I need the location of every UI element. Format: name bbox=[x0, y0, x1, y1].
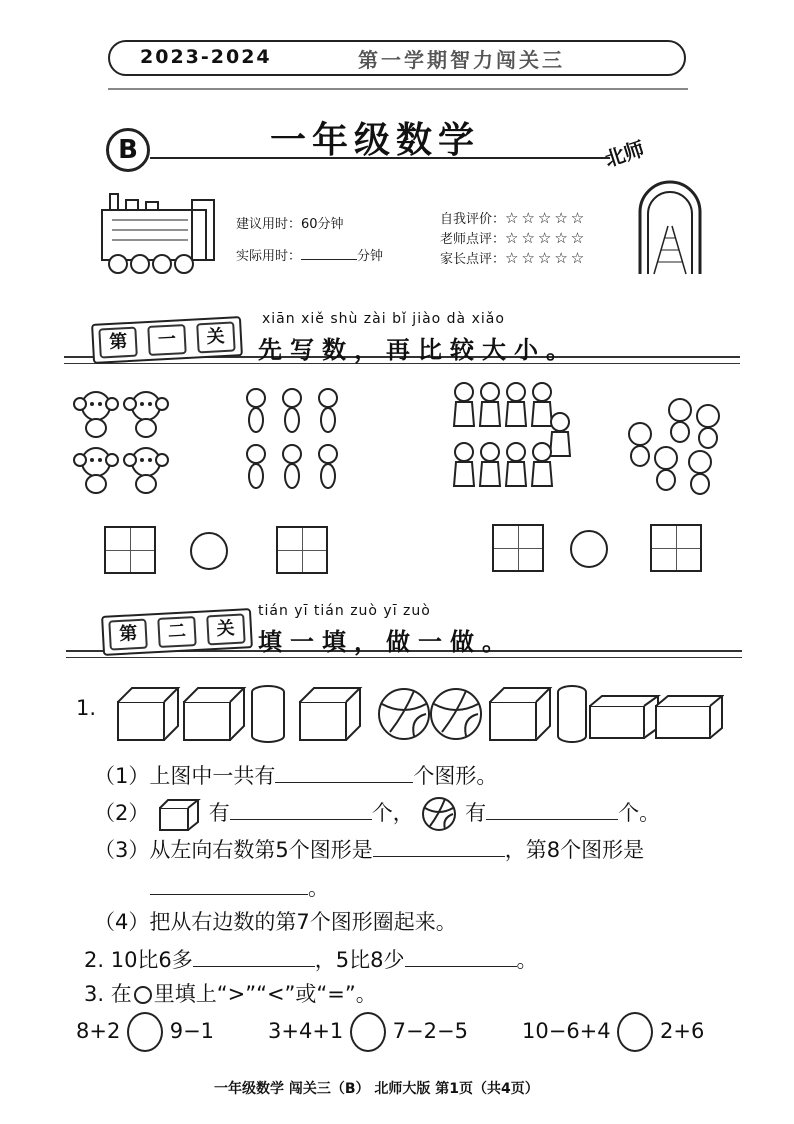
teacher-eval bbox=[440, 228, 587, 247]
actual-time-blank[interactable] bbox=[301, 248, 357, 260]
cylinder-shape bbox=[558, 686, 586, 742]
ball-shape bbox=[431, 689, 481, 739]
section1-heading: 先写数，再比较大小。 bbox=[258, 336, 578, 364]
answer-box[interactable] bbox=[492, 524, 544, 572]
cube-icon bbox=[156, 796, 202, 832]
q1-3-end: 。 bbox=[308, 876, 329, 900]
train-icon bbox=[96, 186, 220, 276]
divider bbox=[108, 88, 688, 90]
suggested-time: 建议用时：60分钟 bbox=[236, 217, 344, 232]
stage2-badge bbox=[101, 608, 253, 656]
expr-right: 2+6 bbox=[660, 1019, 705, 1043]
q1-2-unit: 个， bbox=[371, 801, 414, 825]
expr-left: 8+2 bbox=[76, 1019, 121, 1043]
circle-symbol bbox=[134, 986, 152, 1004]
q3 bbox=[84, 978, 377, 1008]
answer-box[interactable] bbox=[650, 524, 702, 572]
compare-circle[interactable] bbox=[190, 532, 228, 570]
answer-line[interactable] bbox=[486, 802, 618, 820]
cuboid-shape bbox=[590, 696, 658, 738]
answer-line[interactable] bbox=[150, 877, 308, 895]
q1-2-unit2: 个。 bbox=[618, 801, 661, 825]
star-icon[interactable]: ☆☆☆☆☆ bbox=[505, 229, 588, 247]
q1-3-text2: ，第8个图形是 bbox=[504, 838, 645, 862]
ants-group-image bbox=[240, 384, 346, 502]
cuboid-shape bbox=[656, 696, 722, 738]
cylinder-shape bbox=[252, 686, 284, 742]
cube-shape bbox=[300, 688, 360, 740]
expr-right: 9−1 bbox=[169, 1019, 215, 1043]
answer-line[interactable] bbox=[193, 949, 315, 967]
ball-shape bbox=[379, 689, 429, 739]
answer-line[interactable] bbox=[230, 802, 372, 820]
ball-icon bbox=[420, 796, 458, 832]
cube-shape bbox=[184, 688, 244, 740]
section2-heading: 填一填，做一做。 bbox=[258, 628, 514, 656]
tunnel-icon bbox=[636, 176, 704, 276]
q2 bbox=[84, 944, 538, 974]
expr-left: 3+4+1 bbox=[268, 1019, 344, 1043]
version-badge: B bbox=[106, 128, 150, 172]
exam-subtitle: 第一学期智力闯关三 bbox=[358, 48, 565, 72]
q3-text2: 里填上“>”“<”或“=”。 bbox=[153, 982, 377, 1006]
q1-1 bbox=[94, 760, 497, 790]
q1-2-text: （2） bbox=[94, 801, 150, 825]
star-icon[interactable]: ☆☆☆☆☆ bbox=[505, 249, 588, 267]
compare-circle[interactable] bbox=[617, 1012, 653, 1052]
shapes-row bbox=[114, 684, 724, 744]
parent-eval bbox=[440, 248, 587, 267]
parent-eval-label: 家长点评： bbox=[440, 252, 506, 267]
q3-expr3 bbox=[522, 1012, 704, 1052]
edition-label: 北师 bbox=[601, 136, 648, 172]
q1-3-cont bbox=[150, 872, 329, 902]
stage-char: 关 bbox=[196, 321, 236, 353]
self-eval-label: 自我评价： bbox=[440, 212, 506, 227]
expr-left: 10−6+4 bbox=[522, 1019, 611, 1043]
girls-group-image bbox=[450, 380, 574, 504]
actual-time-label: 实际用时： bbox=[236, 249, 302, 264]
star-icon[interactable]: ☆☆☆☆☆ bbox=[505, 209, 588, 227]
q1-3 bbox=[94, 834, 644, 864]
stage-char: 第 bbox=[99, 327, 139, 359]
expr-right: 7−2−5 bbox=[392, 1019, 468, 1043]
cube-shape bbox=[490, 688, 550, 740]
stage1-badge bbox=[91, 316, 243, 364]
compare-circle[interactable] bbox=[350, 1012, 386, 1052]
q3-text: 3. 在 bbox=[84, 982, 132, 1006]
school-year: 2023-2024 bbox=[140, 46, 272, 68]
q3-expr1 bbox=[76, 1012, 214, 1052]
q2-text: 2. 10比6多 bbox=[84, 948, 193, 972]
actual-time-unit: 分钟 bbox=[357, 249, 384, 264]
q1-2 bbox=[94, 796, 660, 832]
self-eval bbox=[440, 208, 587, 227]
page-footer: 一年级数学 闯关三（B） 北师大版 第1页（共4页） bbox=[214, 1081, 539, 1097]
q1-1-suffix: 个图形。 bbox=[413, 764, 498, 788]
stage-char: 关 bbox=[206, 613, 246, 645]
stage-char: 第 bbox=[109, 619, 149, 651]
bears-group-image bbox=[624, 396, 724, 496]
q1-4: （4）把从右边数的第7个图形圈起来。 bbox=[94, 910, 457, 934]
teacher-eval-label: 老师点评： bbox=[440, 232, 506, 247]
actual-time bbox=[236, 245, 383, 264]
q3-expr2 bbox=[268, 1012, 468, 1052]
cube-shape bbox=[118, 688, 178, 740]
section1-pinyin: xiān xiě shù zài bǐ jiào dà xiǎo bbox=[262, 311, 505, 327]
compare-circle[interactable] bbox=[127, 1012, 163, 1052]
q1-2-has2: 有 bbox=[465, 801, 487, 825]
page-title: 一年级数学 bbox=[270, 120, 481, 161]
answer-line[interactable] bbox=[405, 949, 517, 967]
monkeys-group-image bbox=[72, 384, 172, 502]
compare-circle[interactable] bbox=[570, 530, 608, 568]
q1-3-text: （3）从左向右数第5个图形是 bbox=[94, 838, 373, 862]
q1-number: 1. bbox=[76, 696, 97, 720]
answer-line[interactable] bbox=[373, 839, 505, 857]
answer-box[interactable] bbox=[104, 526, 156, 574]
section2-pinyin: tián yī tián zuò yī zuò bbox=[258, 603, 431, 619]
q2-text2: ，5比8少 bbox=[314, 948, 405, 972]
stage-char: 一 bbox=[147, 324, 187, 356]
answer-line[interactable] bbox=[275, 765, 413, 783]
q2-end: 。 bbox=[516, 948, 538, 972]
q1-1-text: （1）上图中一共有 bbox=[94, 764, 276, 788]
q1-2-has: 有 bbox=[208, 801, 230, 825]
stage-char: 二 bbox=[157, 616, 197, 648]
answer-box[interactable] bbox=[276, 526, 328, 574]
